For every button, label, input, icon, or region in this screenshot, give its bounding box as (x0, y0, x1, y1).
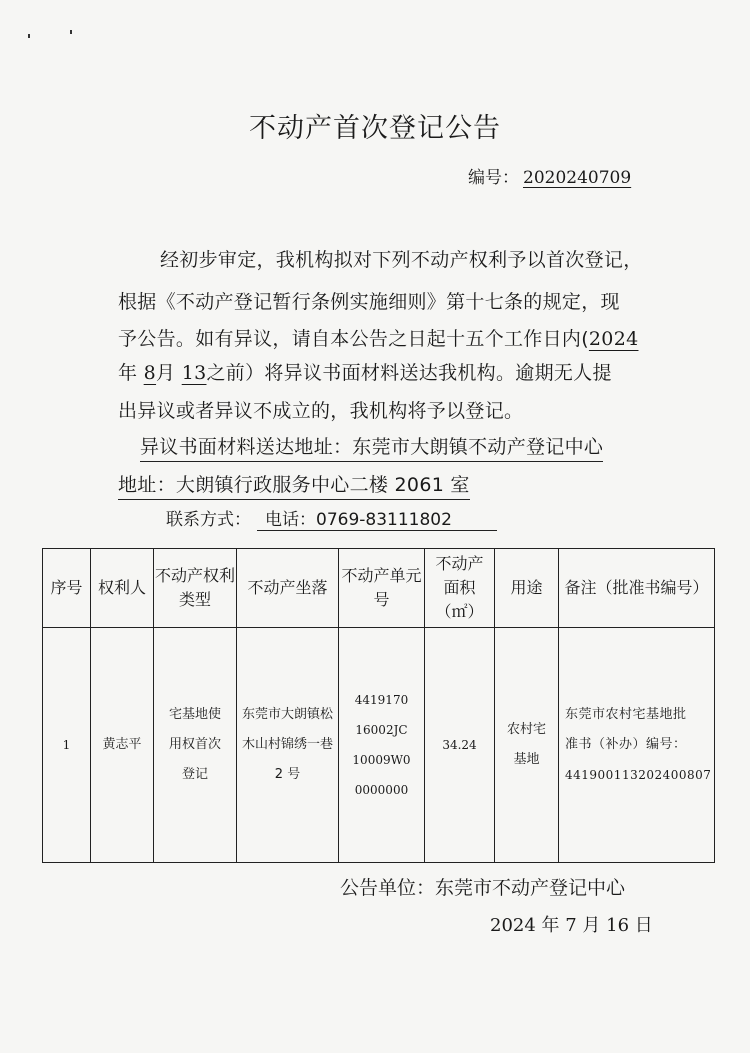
body-line-1: 经初步审定，我机构拟对下列不动产权利予以首次登记， (160, 249, 643, 271)
table-row (43, 628, 715, 863)
header-location: 不动产坐落 (237, 549, 339, 628)
header-use: 用途 (495, 549, 559, 628)
cell-use-line-1: 农村宅 (506, 722, 546, 737)
cell-note-line-2: 准书（补办）编号： (565, 737, 687, 752)
objection-address-line (140, 432, 603, 459)
body-line-3-text: 予公告。如有异议，请自本公告之日起十五个工作日内( (118, 328, 589, 350)
cell-location-line-3: 2 号 (274, 767, 301, 782)
header-no: 序号 (43, 549, 91, 628)
body-line-4 (118, 358, 612, 385)
cell-right-type-line-2: 用权首次 (168, 737, 221, 752)
month-unit: 月 (156, 362, 176, 384)
issuing-authority: 公告单位：东莞市不动产登记中心 (340, 877, 626, 899)
contact-label: 联系方式： (166, 510, 251, 530)
cell-location-line-2: 木山村锦绣一巷 (241, 737, 333, 752)
header-area-line-3: （㎡） (435, 602, 484, 621)
registration-table (42, 548, 715, 863)
table-header-row (43, 549, 715, 628)
cell-right-type-line-1: 宅基地使 (168, 707, 221, 722)
cell-right-type (154, 628, 237, 863)
address: 地址：大朗镇行政服务中心二楼 2061 室 (118, 474, 470, 500)
cell-no: 1 (43, 628, 91, 863)
deadline-year: 2024 (588, 328, 639, 350)
cell-location-line-1: 东莞市大朗镇松 (241, 707, 333, 722)
issue-date: 2024 年 7 月 16 日 (490, 915, 653, 936)
header-area-line-2: 面积 (443, 578, 476, 597)
cell-unit-no-line-3: 10009W0 (352, 753, 411, 767)
cell-use-line-2: 基地 (513, 752, 540, 767)
year-unit: 年 (118, 362, 138, 384)
header-area-line-1: 不动产 (435, 554, 484, 573)
document-number-label: 编号： (468, 168, 519, 188)
cell-area: 34.24 (425, 628, 495, 863)
objection-address: 异议书面材料送达地址：东莞市大朗镇不动产登记中心 (140, 436, 603, 462)
header-right-type: 不动产权利类型 (154, 549, 237, 628)
cell-note (559, 628, 715, 863)
cell-unit-no-line-2: 16002JC (355, 723, 408, 737)
body-line-3 (118, 324, 638, 351)
body-line-2: 根据《不动产登记暂行条例实施细则》第十七条的规定，现 (118, 291, 620, 313)
page-title: 不动产首次登记公告 (249, 113, 501, 144)
body-line-4-text: 之前）将异议书面材料送达我机构。逾期无人提 (206, 362, 612, 384)
cell-use (495, 628, 559, 863)
header-note: 备注（批准书编号） (559, 549, 715, 628)
scan-speck (28, 34, 30, 38)
contact-line (166, 505, 497, 531)
cell-unit-no-line-1: 4419170 (354, 693, 409, 707)
cell-note-line-3: 441900113202400807 (565, 768, 712, 782)
cell-location (237, 628, 339, 863)
deadline-month: 8 (143, 362, 157, 384)
cell-right-type-line-3: 登记 (181, 767, 208, 782)
cell-note-line-1: 东莞市农村宅基地批 (565, 707, 687, 722)
contact-phone: 电话：0769-83111802 (257, 505, 497, 531)
cell-unit-no (339, 628, 425, 863)
header-owner: 权利人 (91, 549, 154, 628)
cell-unit-no-line-4: 0000000 (354, 783, 409, 797)
deadline-day: 13 (181, 362, 207, 384)
header-unit-no: 不动产单元号 (339, 549, 425, 628)
document-number-value: 2020240709 (523, 168, 632, 188)
header-area (425, 549, 495, 628)
body-line-5: 出异议或者异议不成立的，我机构将予以登记。 (118, 400, 524, 422)
cell-owner: 黄志平 (91, 628, 154, 863)
document-number (468, 163, 631, 188)
scan-speck (70, 30, 72, 34)
address-line (118, 470, 470, 497)
